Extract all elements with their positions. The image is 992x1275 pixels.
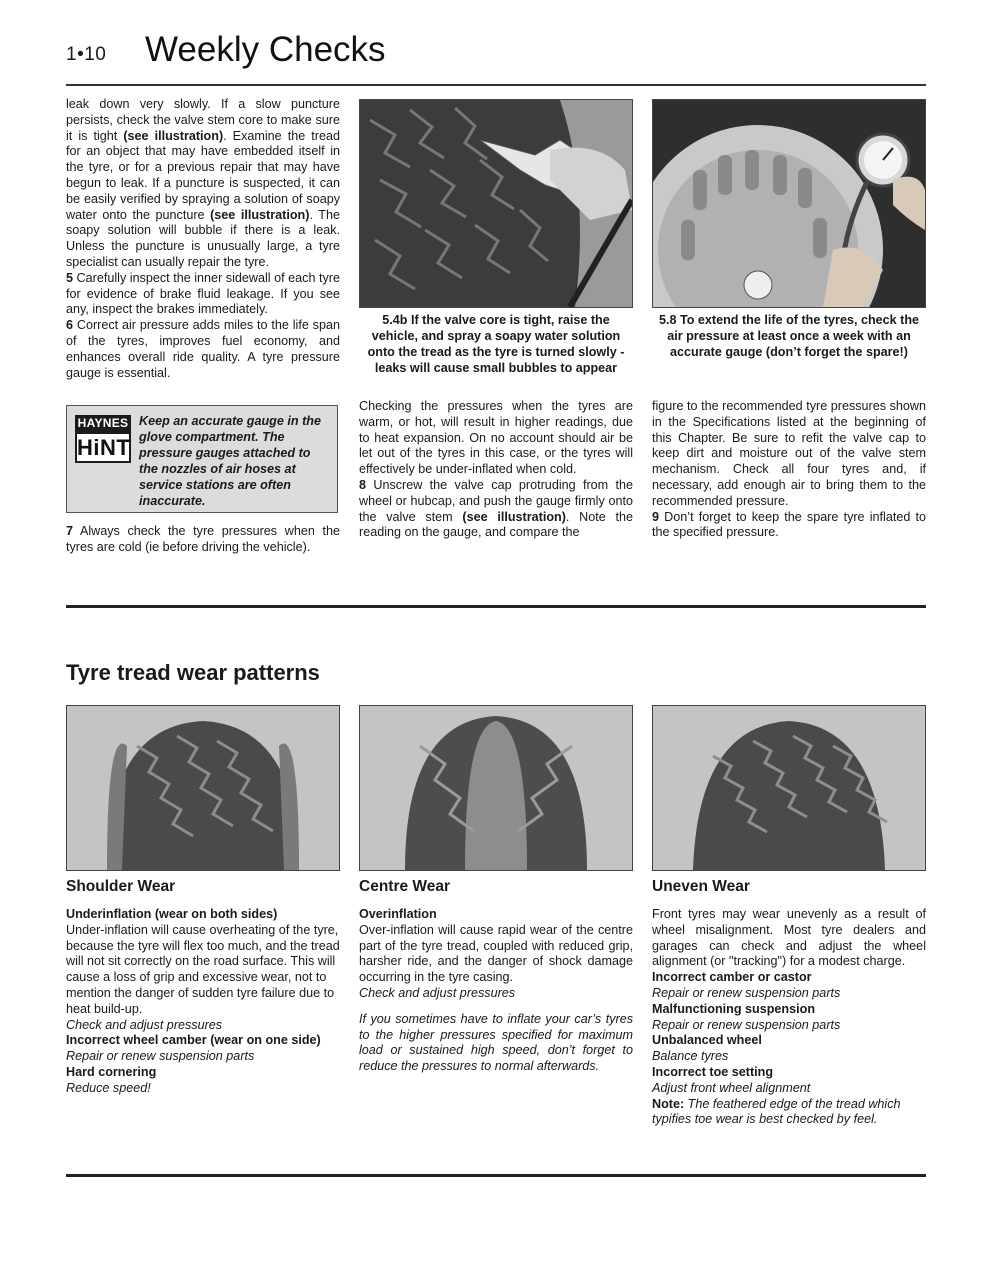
header-rule <box>66 84 926 86</box>
centre-wear-heading: Centre Wear <box>359 878 451 895</box>
caption-5-4b: 5.4b If the valve core is tight, raise the vehicle, and spray a soapy water solution onto the tread as the tyre is turned slowly - leaks will cause small bubbles to appear <box>367 313 625 375</box>
section-rule-top <box>66 605 926 608</box>
paragraph-6: 6 Correct air pressure adds miles to the life span of the tyres, improves fuel economy, and enhances overall ride quality. A tyre pressure gauge is essential. <box>66 318 340 380</box>
photo-shoulder-wear <box>66 705 340 871</box>
paragraph-5: 5 Carefully inspect the inner sidewall of each tyre for evidence of brake fluid leakage. If you see any, inspect the brakes immediately. <box>66 270 340 317</box>
uneven-wear-heading: Uneven Wear <box>652 878 750 895</box>
column-1-text <box>66 97 340 381</box>
paragraph-8: 8 Unscrew the valve cap protruding from the wheel or hubcap, and push the gauge firmly onto the valve stem (see illustration). Note the reading on the gauge, and compare the <box>359 477 633 540</box>
page-title: Weekly Checks <box>145 30 386 69</box>
paragraph-9: 9 Don’t forget to keep the spare tyre inflated to the specified pressure. <box>652 509 926 540</box>
photo-centre-wear <box>359 705 633 871</box>
shoulder-wear-text: Underinflation (wear on both sides) Under-inflation will cause overheating of the tyre, because the tyre will flex too much, and the tread will not sit correctly on the road surface. This will cause a loss of grip and excessive wear, not to mention the danger of sudden tyre failure due to heat build-up. Check and adjust pressures Incorrect wheel camber (wear on one side) Repair or renew suspension parts Hard cornering Reduce speed! <box>66 907 340 1095</box>
paragraph-puncture: leak down very slowly. If a slow puncture persists, check the valve stem core to make sure it is tight (see illustration). Examine the tread for an object that may have embedded itself in the tyre, or for a previous repair that may have begun to leak. If a puncture is suspected, it can be easily verified by spraying a solution of soapy water onto the puncture (see illustration). The soapy solution will bubble if there is a leak. Unless the puncture is unusually large, a tyre specialist can usually repair the tyre. <box>66 97 340 269</box>
paragraph-7: 7 Always check the tyre pressures when the tyres are cold (ie before driving the vehicle). <box>66 524 340 554</box>
photo-uneven-wear <box>652 705 926 871</box>
uneven-wear-text: Front tyres may wear unevenly as a result of wheel misalignment. Most tyre dealers and garages can check and adjust the wheel alignment (or "tracking") for a modest charge. Incorrect camber or castor Repair or renew suspension parts Malfunctioning suspension Repair or renew suspension parts Unbalanced wheel Balance tyres Incorrect toe setting Adjust front wheel alignment Note: The feathered edge of the tread which typifies toe wear is best checked by feel. <box>652 907 926 1127</box>
centre-wear-text: Overinflation Over-inflation will cause rapid wear of the centre part of the tyre tread, coupled with reduced grip, harsher ride, and the danger of shock damage occurring in the tyre casing. Check and adjust pressures If you sometimes have to inflate your car’s tyres to the higher pressures specified for maximum load or sustained high speed, don’t forget to reduce the pressures to normal afterwards. <box>359 907 633 1074</box>
column-3-text <box>652 399 926 541</box>
page-number: 1•10 <box>66 44 107 65</box>
paragraph-warm-pressures: Checking the pressures when the tyres are warm, or hot, will result in higher readings, due to heat expansion. On no account should air be let out of the tyres in this case, or the tyres will effectively be under-inflated when cold. <box>359 399 633 477</box>
column-2-text <box>359 399 633 541</box>
caption-5-8: 5.8 To extend the life of the tyres, check the air pressure at least once a week with an accurate gauge (don’t forget the spare!) <box>658 313 920 359</box>
section-heading: Tyre tread wear patterns <box>66 660 320 685</box>
section-rule-bottom <box>66 1174 926 1177</box>
photo-pressure-gauge <box>652 99 926 308</box>
shoulder-wear-heading: Shoulder Wear <box>66 878 176 895</box>
haynes-hint-logo: HAYNES HiNT <box>75 415 131 463</box>
hint-text: Keep an accurate gauge in the glove compartment. The pressure gauges attached to the nozzles of air hoses at service stations are often inaccurate. <box>139 414 321 508</box>
haynes-hint-box <box>66 405 338 513</box>
paragraph-recommended-pressures: figure to the recommended tyre pressures shown in the Specifications listed at the beginning of this Chapter. Be sure to refit the valve cap to keep dirt and moisture out of the valve stem mechanism. Check all four tyres and, if necessary, add enough air to bring them to the recommended pressure. <box>652 399 926 508</box>
photo-soapy-water-spray <box>359 99 633 308</box>
